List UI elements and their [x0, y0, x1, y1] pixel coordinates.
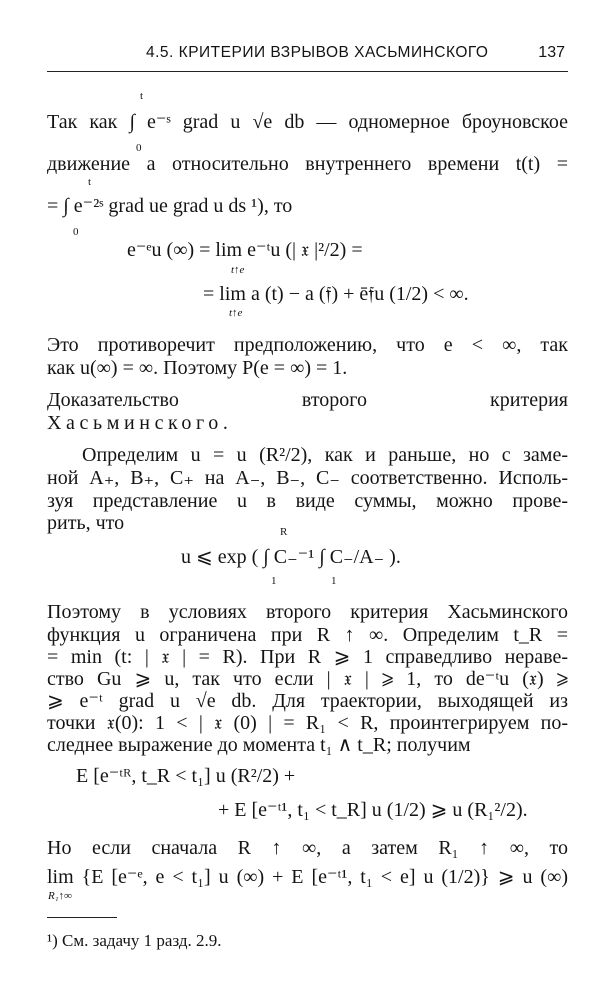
- proof-heading: Доказательство второго критерия: [47, 389, 568, 411]
- text-line: Поэтому в условиях второго критерия Хасьминского: [47, 601, 568, 623]
- text-line: функция u ограничена при R ↑ ∞. Определим t_R =: [47, 624, 568, 646]
- integral-upper-limit: R: [280, 526, 288, 538]
- text-line: ство Gu ⩾ u, так что если | 𝔵 | ⩾ 1, то de⁻ᵗu (𝔵) ⩾: [47, 668, 568, 690]
- equation-line: lim {E [e⁻ᵉ, e < t₁] u (∞) + E [e⁻ᵗ¹, t₁ < e] u (1/2)} ⩾ u (∞): [47, 866, 568, 888]
- text-line: ⩾ e⁻ᵗ grad u √e db. Для траектории, выходящей из: [47, 690, 568, 712]
- text-line: Определим u = u (R²/2), как и раньше, но с заме-: [82, 444, 568, 466]
- text-line: движение a относительно внутреннего времени t(t) =: [47, 153, 568, 175]
- header-rule: [47, 71, 568, 72]
- footnote: ¹) См. задачу 1 разд. 2.9.: [47, 931, 222, 950]
- text-line: зуя представление u в виде суммы, можно прове-: [47, 490, 568, 512]
- equation-line: + E [e⁻ᵗ¹, t₁ < t_R] u (1/2) ⩾ u (R₁²/2).: [218, 799, 528, 821]
- limit-subscript: t↑e: [231, 264, 245, 276]
- text-line: как u(∞) = ∞. Поэтому P(e = ∞) = 1.: [47, 357, 348, 379]
- text-line: Это противоречит предположению, что e < ∞, так: [47, 334, 568, 356]
- text-line: следнее выражение до момента t₁ ∧ t_R; получим: [47, 734, 471, 756]
- equation-line: u ⩽ exp ( ∫ C₋⁻¹ ∫ C₋/A₋ ).: [181, 546, 401, 568]
- integral-lower-limit: 1: [271, 575, 277, 587]
- integral-upper-limit: t: [88, 176, 92, 188]
- text-line: точки 𝔵(0): 1 < | 𝔵 (0) | = R₁ < R, проинтегрируем по-: [47, 712, 568, 734]
- limit-subscript: R₁↑∞: [48, 890, 72, 902]
- text-line: Так как ∫ e⁻ˢ grad u √e db — одномерное броуновское: [47, 111, 568, 133]
- text-line: Но если сначала R ↑ ∞, а затем R₁ ↑ ∞, то: [47, 837, 568, 859]
- text-line: = ∫ e⁻²ˢ grad ue grad u ds ¹), то: [47, 195, 293, 217]
- footnote-rule: [47, 917, 117, 918]
- equation-line: = lim a (t) − a (𝔣) + ē𝔣u (1/2) < ∞.: [203, 283, 469, 305]
- equation-line: e⁻ᵉu (∞) = lim e⁻ᵗu (| 𝔵 |²/2) =: [127, 239, 363, 261]
- proof-heading: Хасьминского.: [47, 412, 233, 434]
- integral-upper-limit: t: [140, 90, 144, 102]
- integral-lower-limit: 0: [136, 142, 142, 154]
- page-number: 137: [538, 44, 565, 61]
- limit-subscript: t↑e: [229, 307, 243, 319]
- integral-lower-limit: 0: [73, 226, 79, 238]
- text-line: = min (t: | 𝔵 | = R). При R ⩾ 1 справедливо нераве-: [47, 646, 568, 668]
- integral-lower-limit: 1: [331, 575, 337, 587]
- text-line: рить, что: [47, 512, 125, 534]
- text-line: ной A₊, B₊, C₊ на A₋, B₋, C₋ соответственно. Исполь-: [47, 467, 568, 489]
- equation-line: E [e⁻ᵗᴿ, t_R < t₁] u (R²/2) +: [76, 765, 296, 787]
- running-title: 4.5. КРИТЕРИИ ВЗРЫВОВ ХАСЬМИНСКОГО: [146, 44, 489, 61]
